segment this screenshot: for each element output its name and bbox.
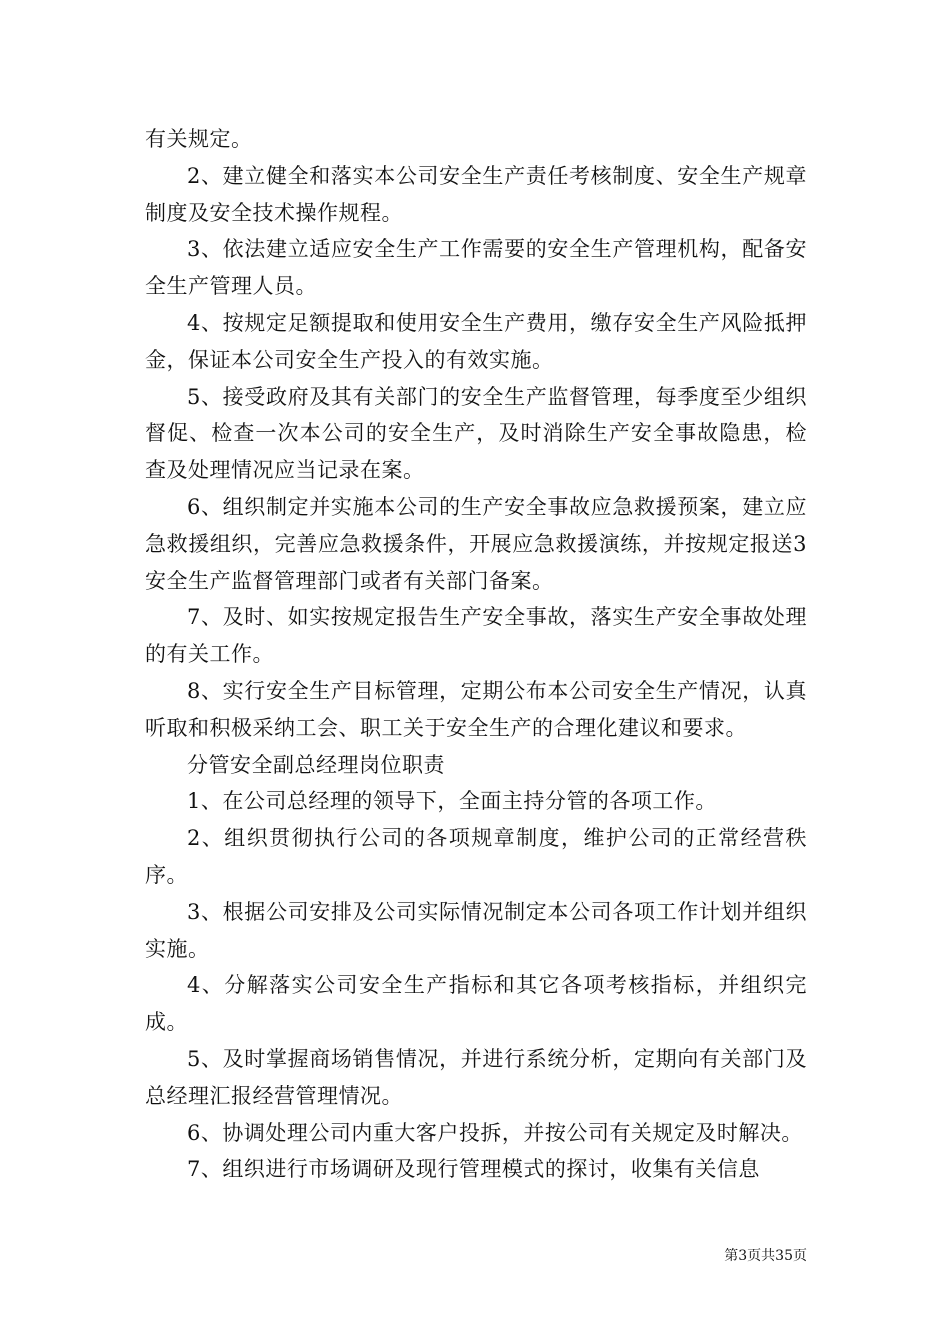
paragraph: 2、组织贯彻执行公司的各项规章制度，维护公司的正常经营秩序。 xyxy=(145,826,807,887)
paragraph: 7、及时、如实按规定报告生产安全事故，落实生产安全事故处理的有关工作。 xyxy=(145,605,807,667)
paragraph: 6、协调处理公司内重大客户投拆，并按公司有关规定及时解决。 xyxy=(187,1120,803,1145)
paragraph: 4、分解落实公司安全生产指标和其它各项考核指标，并组织完成。 xyxy=(145,973,807,1035)
paragraph: 6、组织制定并实施本公司的生产安全事故应急救援预案，建立应急救援组织，完善应急救援条件，开展应急救援演练，并按规定报送3安全生产监督管理部门或者有关部门备案。 xyxy=(145,494,807,593)
paragraph: 7、组织进行市场调研及现行管理模式的探讨，收集有关信息 xyxy=(187,1157,760,1182)
section-heading: 分管安全副总经理岗位职责 xyxy=(187,752,445,777)
paragraph: 有关规定。 xyxy=(145,127,253,151)
document-body xyxy=(145,121,807,1188)
paragraph: 3、依法建立适应安全生产工作需要的安全生产管理机构，配备安全生产管理人员。 xyxy=(145,237,807,299)
paragraph: 5、及时掌握商场销售情况，并进行系统分析，定期向有关部门及总经理汇报经营管理情况。 xyxy=(145,1046,807,1108)
paragraph: 4、按规定足额提取和使用安全生产费用，缴存安全生产风险抵押金，保证本公司安全生产投入的有效实施。 xyxy=(145,310,807,372)
paragraph: 5、接受政府及其有关部门的安全生产监督管理，每季度至少组织督促、检查一次本公司的安全生产，及时消除生产安全事故隐患，检查及处理情况应当记录在案。 xyxy=(145,384,807,483)
paragraph: 2、建立健全和落实本公司安全生产责任考核制度、安全生产规章制度及安全技术操作规程。 xyxy=(145,163,807,225)
paragraph: 1、在公司总经理的领导下，全面主持分管的各项工作。 xyxy=(187,789,717,814)
paragraph: 8、实行安全生产目标管理，定期公布本公司安全生产情况，认真听取和积极采纳工会、职工关于安全生产的合理化建议和要求。 xyxy=(145,678,807,740)
page-number: 第3页共35页 xyxy=(724,1248,807,1264)
paragraph: 3、根据公司安排及公司实际情况制定本公司各项工作计划并组织实施。 xyxy=(145,899,807,961)
